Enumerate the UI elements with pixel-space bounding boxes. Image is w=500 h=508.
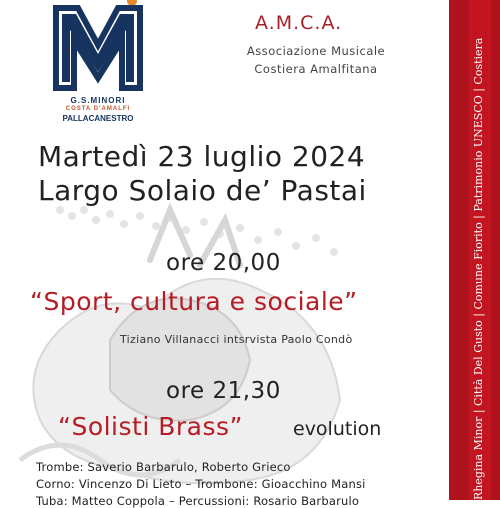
- logo-line2: COSTA D'AMALFI: [65, 106, 131, 112]
- credits-line: Trombe: Saverio Barbarulo, Roberto Grieco: [36, 460, 291, 474]
- program-time-2: ore 21,30: [166, 378, 281, 404]
- credits-line: Corno: Vincenzo Di Lieto – Trombone: Gioacchino Mansi: [36, 477, 366, 491]
- program-subtitle-1: Tiziano Villanacci intsrvista Paolo Condò: [120, 333, 353, 346]
- program-time-1: ore 20,00: [166, 250, 281, 276]
- logo-line3: PALLACANESTRO: [62, 114, 134, 123]
- program-suffix-2: evolution: [293, 418, 382, 440]
- credits-line: Tuba: Matteo Coppola – Percussioni: Rosario Barbarulo: [36, 494, 360, 508]
- program-title-2: “Solisti Brass”: [58, 412, 243, 441]
- association-line1: Associazione Musicale: [246, 44, 386, 58]
- event-date: Martedì 23 luglio 2024: [38, 140, 366, 173]
- logo-line1: G.S.MINORI: [70, 96, 126, 105]
- program-title-1: “Sport, cultura e sociale”: [30, 287, 358, 316]
- association-line2: Costiera Amalfitana: [254, 62, 378, 76]
- event-place: Largo Solaio de’ Pastai: [38, 174, 367, 207]
- side-band-text: Rhegina Minor | Città Del Gusto | Comune Fiorito | Patrimonio UNESCO | Costiera: [472, 37, 485, 500]
- association-name: A.M.C.A.: [255, 12, 343, 34]
